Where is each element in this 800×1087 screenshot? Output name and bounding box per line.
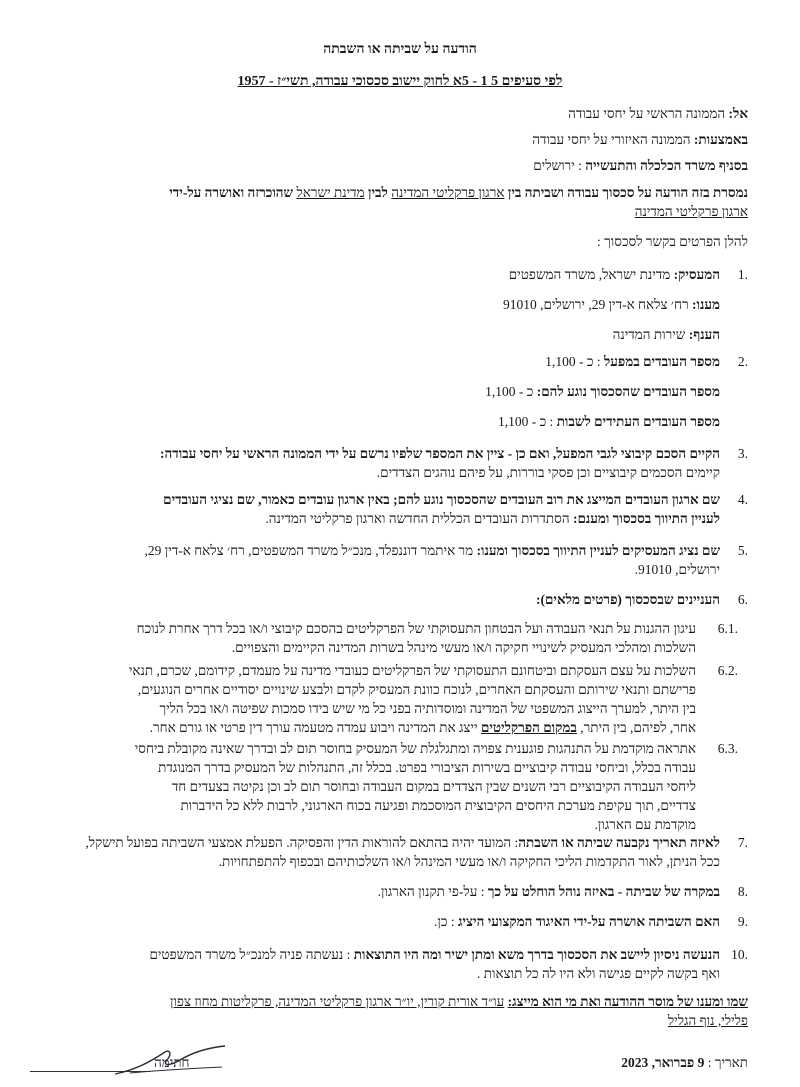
to-line: [30, 104, 748, 123]
paragraph-line: אתראה מוקדמת על התנהגות פוגענית צפויה ומתגלגלת של המעסיק בחוסר תום לב ובדרך שאינה מקובלת ביחסי: [134, 741, 696, 756]
paragraph-line: עבודה בכלל, וביחסי עבודה קיבוציים בשירות הציבורי בפרט. בכלל זה, התנהלות של המעסיק בדרך המנוגדת: [158, 760, 696, 775]
section-number: .6.3: [717, 741, 738, 756]
section-4: [30, 490, 748, 528]
branch-value: : ירושלים: [533, 158, 582, 173]
section-number: .5: [737, 543, 748, 558]
section-6-2: [30, 661, 748, 737]
intro-text-2: לבין: [368, 185, 388, 200]
address-label: מענו:: [692, 297, 720, 312]
collective-agreement-value: קיימים הסכמים קיבוציים וכן פסקי בוררות, על פיהם נוהגים הצדדים.: [376, 465, 720, 480]
paragraph-fragment: ייצג את המדינה ויבוע עמדה מטעמה עורך דין פרטי או גורם אחר.: [149, 720, 478, 735]
section-number: .2: [737, 354, 748, 369]
workers-org-label: שם ארגון העובדים המייצג את רוב העובדים שהסכסוך נוגע להם; באין ארגון עובדים כאמור, שם נציגי העובדים: [163, 492, 720, 507]
sender-value-2: פלילי, נוף הגליל: [667, 1013, 748, 1028]
section-number: .1: [737, 267, 748, 282]
intro-org-2: ארגון פרקליטי המדינה: [634, 204, 748, 219]
emphasis-instead-of-prosecutors: במקום הפרקליטים: [480, 720, 577, 735]
section-number: .7: [737, 835, 748, 850]
collective-agreement-label: הקיים הסכם קיבוצי לגבי המפעל, ואם כן - ציין את המספר שלפיו נרשם על ידי הממונה הראשי על יחסי עבודה:: [159, 446, 720, 461]
strike-date-label: לאיזה תאריך נקבעה שביתה או השבתה: [518, 835, 720, 850]
dispute-matters-label: העניינים שבסכסוך (פרטים מלאים):: [536, 592, 720, 607]
document-title: הודעה על שביתה או השבתה: [323, 42, 477, 57]
section-8: [30, 882, 748, 901]
paragraph-line: מוקדמת עם הארגון.: [594, 817, 696, 832]
branch-sector-value: שירות המדינה: [612, 327, 686, 342]
section-7: [30, 833, 748, 871]
employer-label: המעסיק:: [673, 267, 720, 282]
paragraph-line: פרישתם ותנאי שירותם והעסקתם האחרים, לנוכח כוונת המעסיק לקדם ולבצע שינויים יסודיים אחרים הנוגעים,: [137, 682, 696, 697]
section-5: [30, 541, 748, 579]
workers-strike-label: מספר העובדים העתידים לשבות: [556, 414, 720, 429]
date-label: תאריך :: [707, 1055, 748, 1070]
section-1: [30, 265, 748, 344]
approval-value: : כן.: [434, 914, 455, 929]
section-6-1: [30, 619, 748, 657]
workers-plant-label: מספר העובדים במפעל: [603, 354, 720, 369]
paragraph-line: עיגון ההגנות על תנאי העבודה ועל הבטחון התעסוקתי של הפרקליטים בהסכם קיבוצי ו/או בכל דרך אחרת לנוכח: [136, 621, 696, 636]
section-number: .3: [737, 446, 748, 461]
intro-paragraph: [30, 183, 748, 221]
intro-text-1: נמסרת בזה הודעה על סכסוך עבודה ושביתה בין: [507, 185, 748, 200]
signature-label: חתימה: [154, 1055, 190, 1070]
intro-text-3: שהוכרזה ואושרה על-ידי: [169, 185, 294, 200]
employer-rep-value: מר איתמר דוננפלד, מנכ״ל משרד המשפטים, רח׳ צלאח א-דין 29,: [144, 543, 474, 558]
approval-label: האם השביתה אושרה על-ידי האיגוד המקצועי היציג: [457, 914, 720, 929]
section-number: .6.2: [717, 663, 738, 678]
sender-block: [30, 992, 748, 1030]
workers-plant-value: : כ - 1,100: [545, 354, 601, 369]
section-number: .10: [731, 947, 748, 962]
employer-rep-label: שם נציג המעסיקים לעניין התיווך בסכסוך ומענו:: [476, 543, 720, 558]
workers-dispute-value: כ - 1,100: [485, 384, 534, 399]
document-subtitle: לפי סעיפים 5 1 - 5א לחוק יישוב סכסוכי עבודה, תשי״ז - 1957: [237, 74, 563, 89]
section-number: .6.1: [717, 621, 738, 636]
section-2: [30, 352, 748, 431]
paragraph-line: [30, 718, 696, 737]
procedure-label: במקרה של שביתה - באיזה נוהל הוחלט על כך: [487, 884, 720, 899]
date-value: 9 פברואר, 2023: [621, 1055, 705, 1070]
strike-date-value-2: ככל הניתן, לאור התקדמות הליכי החקיקה ו/או מעשי המינהל ו/או השלכותיהם ובכפוף להתפתחויות.: [218, 854, 720, 869]
strike-date-value: : המועד יהיה בהתאם להוראות הדין והפסיקה. הפעלת אמצעי השביתה בפועל תישקל,: [85, 835, 519, 850]
via-line: [30, 130, 748, 149]
employer-value: מדינת ישראל, משרד המשפטים: [508, 267, 671, 282]
section-number: .6: [737, 592, 748, 607]
employer-rep-value-2: ירושלים, 91010.: [634, 562, 720, 577]
intro-state: מדינת ישראל: [296, 185, 365, 200]
to-value: הממונה הראשי על יחסי עבודה: [568, 106, 726, 121]
section-6: [30, 590, 748, 609]
paragraph-fragment: אחר, לפיהם, בין היתר,: [580, 720, 696, 735]
section-3: [30, 444, 748, 482]
section-9: [30, 912, 748, 931]
paragraph-line: צדדיים, תוך עקיפת מערכת היחסים הקיבוצית המוסכמת ופגיעה בכוח הארגוני, לרבות ללא כל הידברות: [180, 798, 696, 813]
branch-label: בסניף משרד הכלכלה והתעשייה: [585, 158, 748, 173]
negotiation-value-2: ואף בקשה לקיים פגישה ולא היו לה כל תוצאות .: [477, 966, 720, 981]
branch-sector-label: הענף:: [688, 327, 720, 342]
paragraph-line: השלכות ומהלכי המעסיק לשינויי חקיקה ו/או מעשי מינהל בשרות המדינה הקיימים והצפויים.: [231, 640, 696, 655]
procedure-value: : על-פי תקנון הארגון.: [377, 884, 485, 899]
section-number: .4: [737, 492, 748, 507]
handwritten-signature-icon: [110, 1040, 230, 1080]
section-6-3: [30, 739, 748, 834]
section-10: [30, 945, 748, 983]
paragraph-line: ליחסי העבודה הקיבוציים רבי השנים שבין הצדדים במקום העבודה ובחוסר תום לב וכן נקיטה בצעדים חד: [171, 779, 696, 794]
paragraph-line: השלכות על עצם העסקתם וביטחונם התעסוקתי של הפרקליטים כעובדי מדינה על מעמדם, קידומם, שכרם, תנאי: [128, 663, 696, 678]
sender-value: עו״ד אורית קורין, יו״ר ארגון פרקליטי המדינה, פרקליטות מחוז צפון: [170, 994, 505, 1009]
branch-line: [30, 156, 748, 175]
workers-dispute-label: מספר העובדים שהסכסוך נוגע להם:: [536, 384, 720, 399]
paragraph-line: בין היתר, למערך הייצוג המשפטי של המדינה ומוסדותיה בפני כל מי שיש בידו סמכות שפיטה ו/או בכל הליך: [159, 701, 696, 716]
workers-org-value: הסתדרות העובדים הכללית החדשה וארגון פרקליטי המדינה.: [265, 511, 570, 526]
via-value: הממונה האיזורי על יחסי עבודה: [532, 132, 691, 147]
sender-label: שמו ומענו של מוסר ההודעה ואת מי הוא מייצג:: [507, 994, 748, 1009]
workers-org-label-2: לעניין התיווך בסכסוך ומענם:: [572, 511, 720, 526]
workers-strike-value: : כ - 1,100: [497, 414, 554, 429]
address-value: רח׳ צלאח א-דין 29, ירושלים, 91010: [503, 297, 689, 312]
negotiation-value: : נעשתה פניה למנכ״ל משרד המשפטים: [149, 947, 351, 962]
negotiation-label: הנעשה ניסיון ליישב את הסכסוך בדרך משא ומתן ישיר ומה היו התוצאות: [353, 947, 720, 962]
date-block: [621, 1053, 748, 1072]
via-label: באמצעות:: [693, 132, 748, 147]
details-intro: להלן הפרטים בקשר לסכסוך :: [597, 234, 748, 249]
to-label: אל:: [728, 106, 748, 121]
section-number: .9: [737, 914, 748, 929]
section-number: .8: [737, 884, 748, 899]
intro-org: ארגון פרקליטי המדינה: [391, 185, 505, 200]
